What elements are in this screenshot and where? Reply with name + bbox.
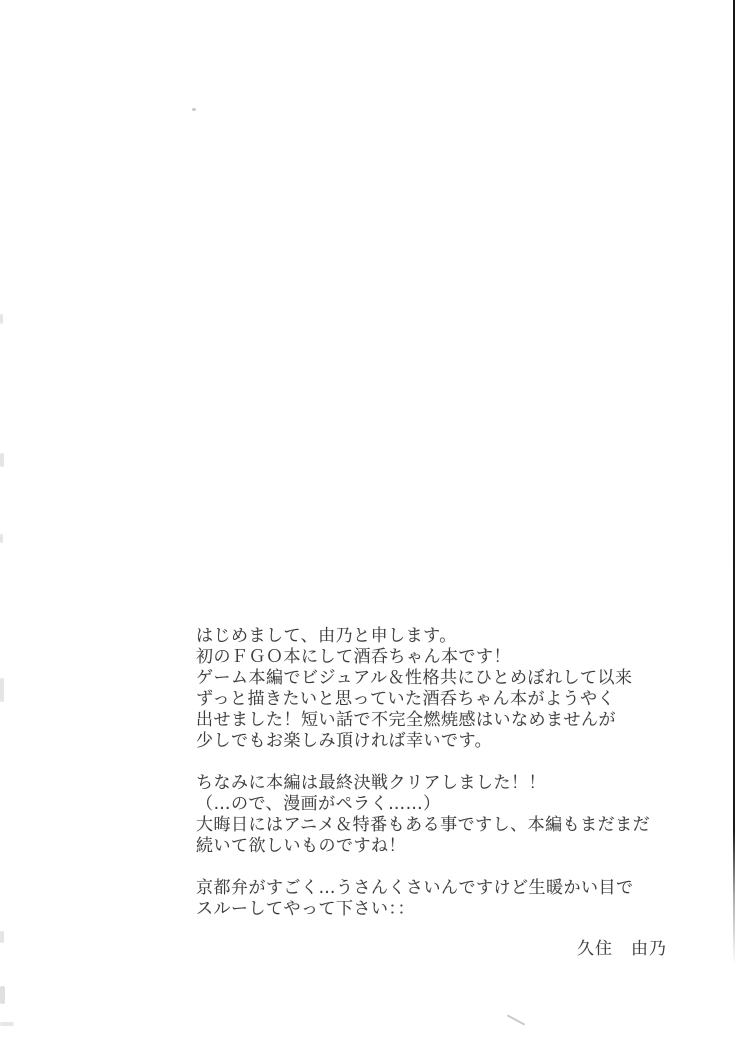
afterword-line: ゲーム本編でビジュアル＆性格共にひとめぼれして以来 [196,668,633,688]
scan-edge-line [733,0,735,965]
afterword-line: スルーしてやって下さい：： [196,899,415,919]
afterword-line: 続いて欲しいものですね！ [196,836,406,856]
scan-speck [192,108,196,111]
afterword-line: ずっと描きたいと思っていた酒呑ちゃん本がようやく [196,689,615,709]
afterword-line: ちなみに本編は最終決戦クリアしました！！ [196,773,546,793]
afterword-blank-line [196,752,650,773]
author-signature: 久住 由乃 [577,939,667,959]
scan-smudge [0,534,3,543]
scan-smudge [0,986,5,1004]
afterword-line: 初のＦＧＯ本にして酒呑ちゃん本です！ [196,647,511,667]
afterword-line: はじめまして、由乃と申します。 [196,626,457,646]
afterword-text-block [196,626,650,920]
afterword-line: 出せました！短い話で不完全燃焼感はいなめませんが [196,710,616,730]
afterword-line: 少しでもお楽しみ頂ければ幸いです。 [196,731,493,751]
scan-smudge [0,314,3,324]
afterword-line: （…ので、漫画がペラく……） [196,794,441,814]
afterword-line: 大晦日にはアニメ＆特番もある事ですし、本編もまだまだ [196,815,651,835]
afterword-line: 京都弁がすごく…うさんくさいんですけど生暖かい目で [196,878,634,898]
scan-scratch [507,1014,526,1025]
scan-smudge [0,453,4,467]
afterword-blank-line [196,857,650,878]
scan-smudge [0,931,4,943]
scan-smudge [0,678,4,702]
scan-smudge [0,1022,14,1026]
